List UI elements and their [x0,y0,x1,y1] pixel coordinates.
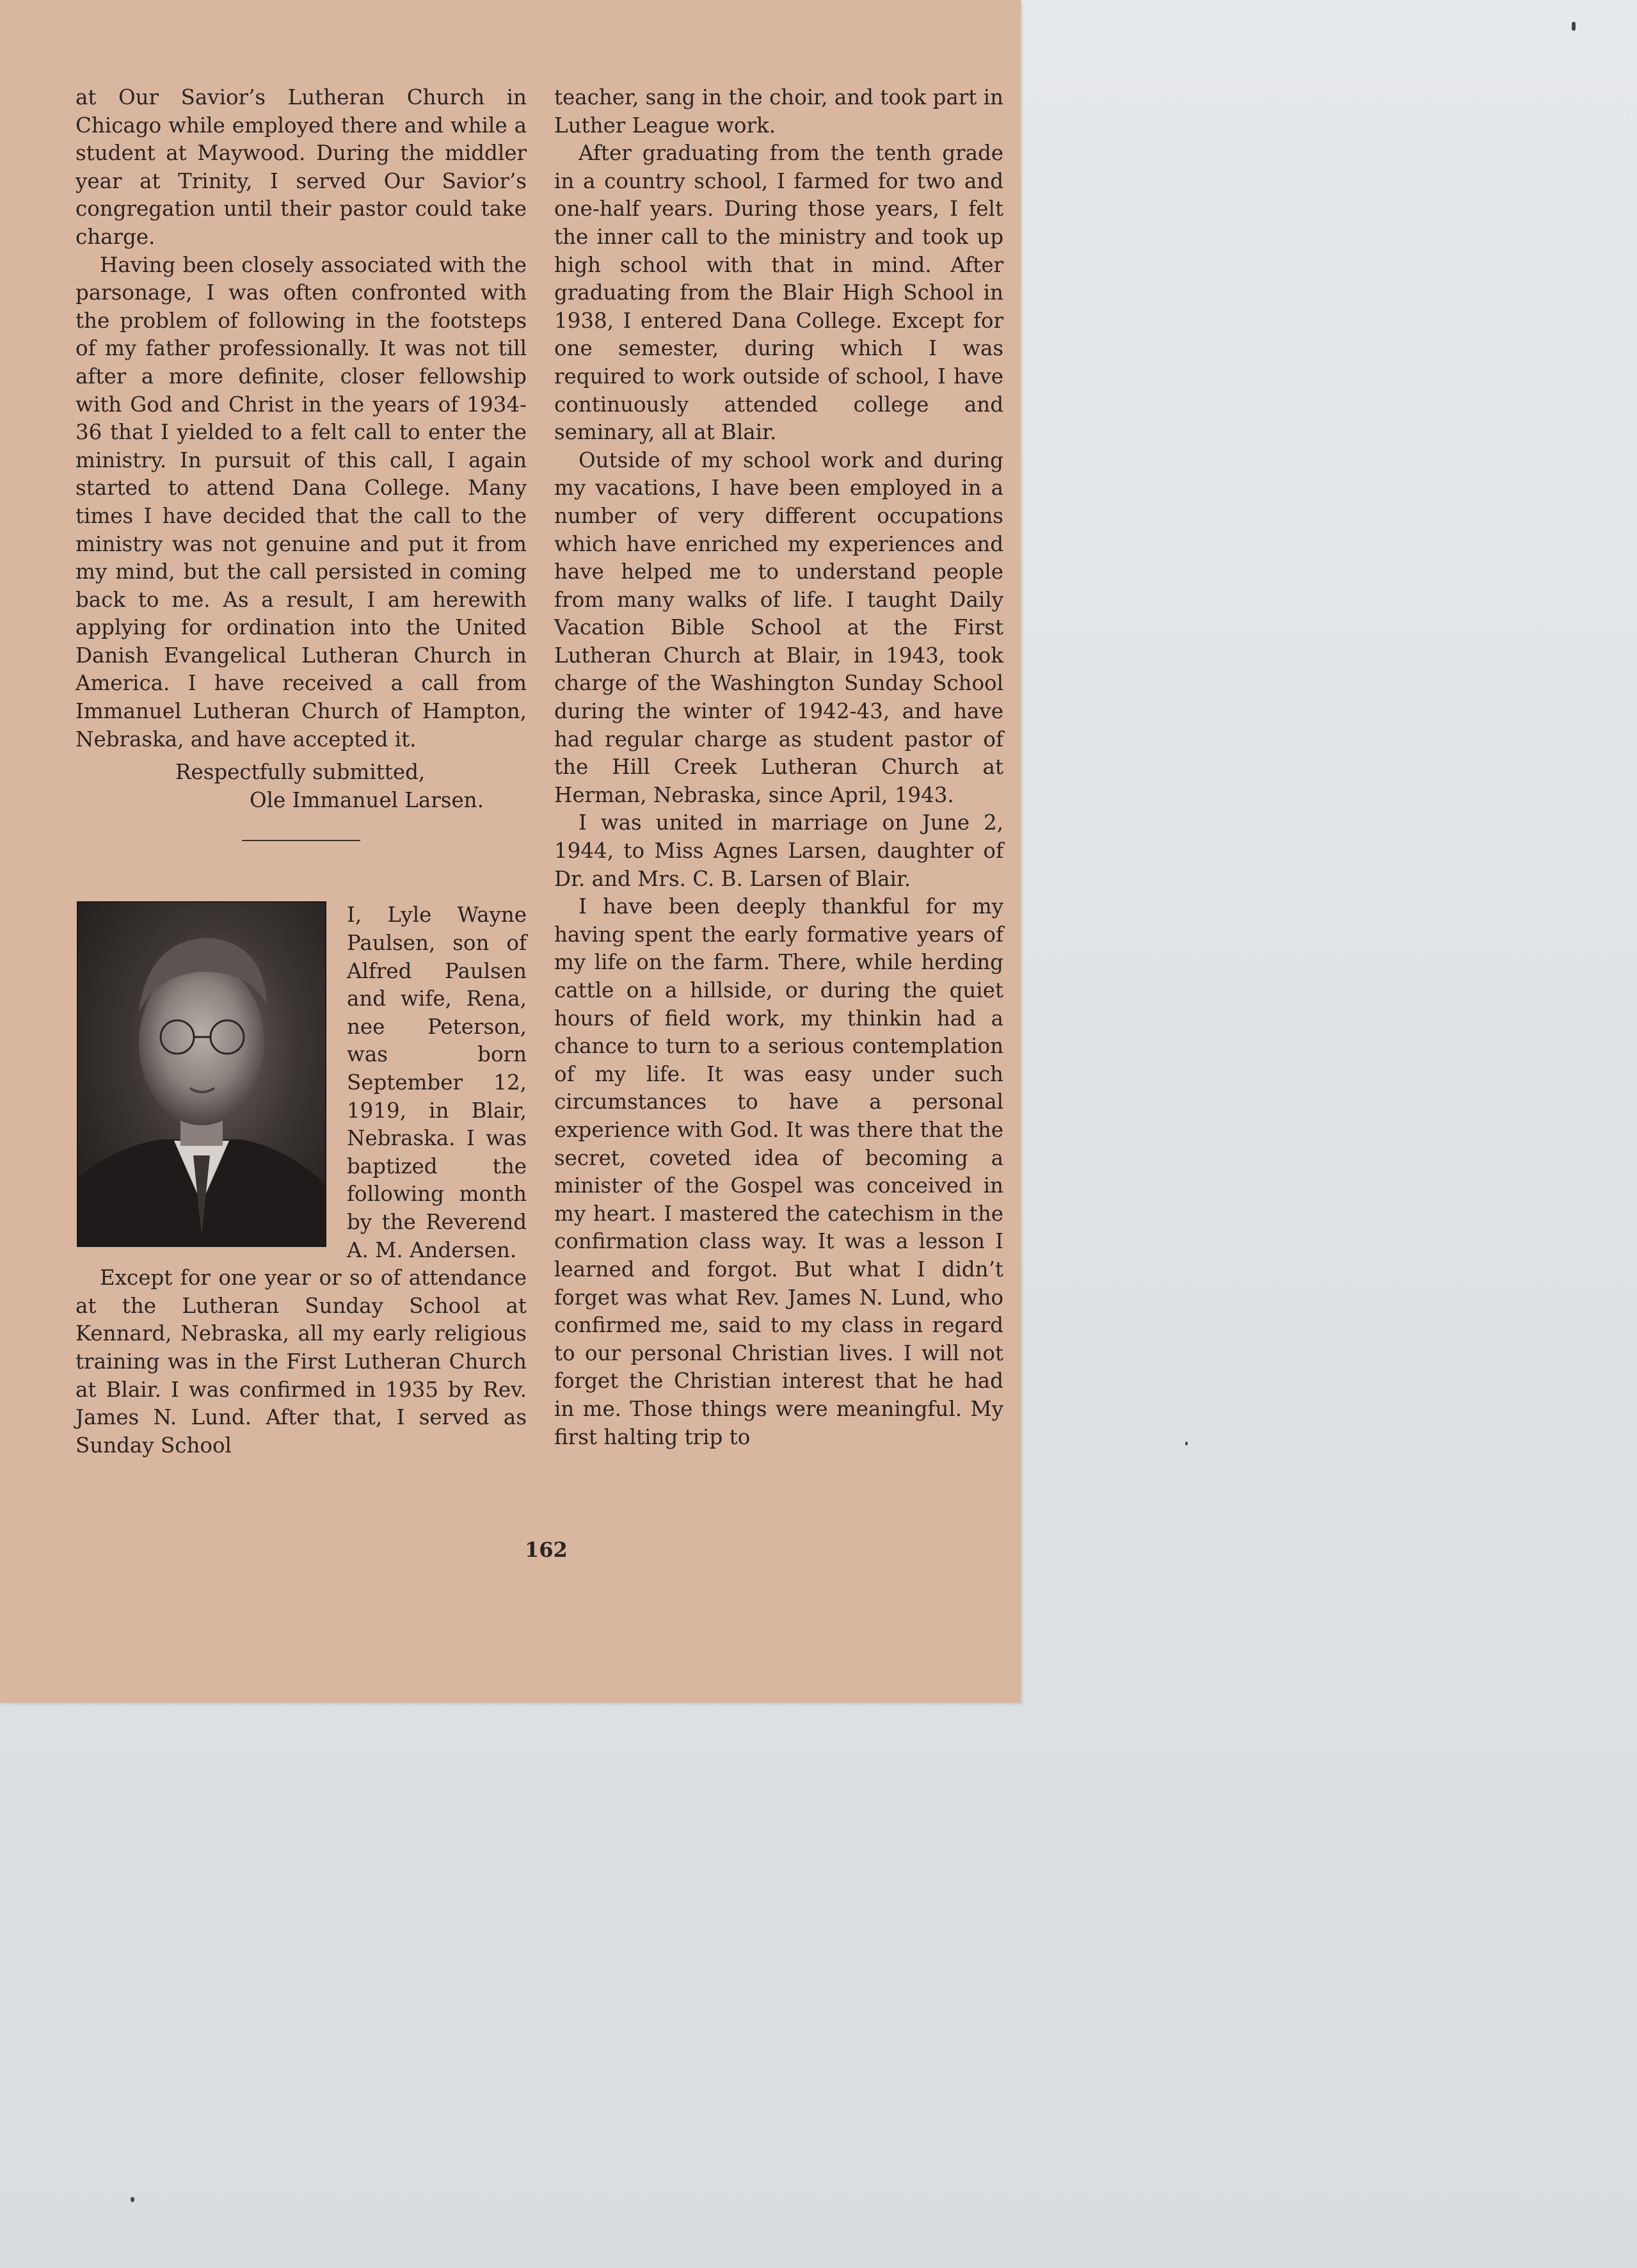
dust-speck [131,2197,134,2202]
left-column [76,84,527,1460]
right-column [554,84,1003,1451]
closing-line: Respectfully submitted, [175,760,426,785]
signoff [76,759,527,814]
paragraph: Having been closely associated with the parsonage, I was often confronted with the problem of following in the footsteps of my father professionally. It was not till after a more definite, closer fellowship with God and Christ in the years of 1934-36 that I yielded to a felt call to enter the ministry. In pursuit of this call, I again started to attend Dana College. Many times I have decided that the call to the ministry was not genuine and put it from my mind, but the call persisted in coming back to me. As a result, I am herewith applying for ordination into the United Danish Evangelical Lutheran Church in America. I have received a call from Immanuel Lutheran Church of Hampton, Nebraska, and have accepted it. [76,252,527,752]
portrait-photo [77,901,326,1247]
page-number: 162 [525,1538,568,1562]
dust-speck [1185,1442,1188,1445]
newspaper-clipping [0,0,1021,1703]
portrait-illustration [78,903,325,1246]
paragraph: teacher, sang in the choir, and took part in Luther League work. [554,85,1003,138]
paragraph: I was united in marriage on June 2, 1944, to Miss Agnes Larsen, daughter of Dr. and Mrs. C. B. Larsen of Blair. [554,810,1003,891]
paragraph: I have been deeply thankful for my having spent the early formative years of my life on the farm. There, while herding cattle on a hillside, or during the quiet hours of field work, my thinkin had a chance to turn to a serious contemplation of my life. It was easy under such circumstances to have a personal experience with God. It was there that the secret, coveted idea of becoming a minister of the Gospel was conceived in my heart. I mastered the catechism in the confirmation class way. It was a lesson I learned and forgot. But what I didn’t forget was what Rev. James N. Lund, who confirmed me, said to my class in regard to our personal Christian lives. I will not forget the Christian interest that he had in me. Those things were meaningful. My first halting trip to [554,894,1003,1449]
paragraph: at Our Savior’s Lutheran Church in Chicago while employed there and while a student at Maywood. During the middler year at Trinity, I served Our Savior’s congregation until their pastor could take charge. [76,85,527,249]
paragraph: Except for one year or so of attendance at the Lutheran Sunday School at Kennard, Nebraska, all my early religious training was in the First Lutheran Church at Blair. I was confirmed in 1935 by Rev. James N. Lund. After that, I served as Sunday School [76,1266,527,1458]
paragraph: After graduating from the tenth grade in a country school, I farmed for two and one-half years. During those years, I felt the inner call to the ministry and took up high school with that in mind. After graduating from the Blair High School in 1938, I entered Dana College. Except for one semester, during which I was required to work outside of school, I have continuously attended college and seminary, all at Blair. [554,141,1003,445]
signature-line: Ole Immanuel Larsen. [250,787,484,812]
section-divider [242,840,360,841]
paragraph: Outside of my school work and during my vacations, I have been employed in a number of very different occupations which have enriched my experiences and have helped me to understand people from many walks of life. I taught Daily Vacation Bible School at the First Lutheran Church at Blair, in 1943, took charge of the Washington Sunday School during the winter of 1942-43, and have had regular charge as student pastor of the Hill Creek Lutheran Church at Herman, Nebraska, since April, 1943. [554,447,1003,807]
dust-speck [1572,22,1576,31]
paragraph: I, Lyle Wayne Paulsen, son of Alfred Paulsen and wife, Rena, nee Peterson, was born September 12, 1919, in Blair, Nebraska. I was baptized the following month by the Reverend A. M. Andersen. [347,903,527,1262]
